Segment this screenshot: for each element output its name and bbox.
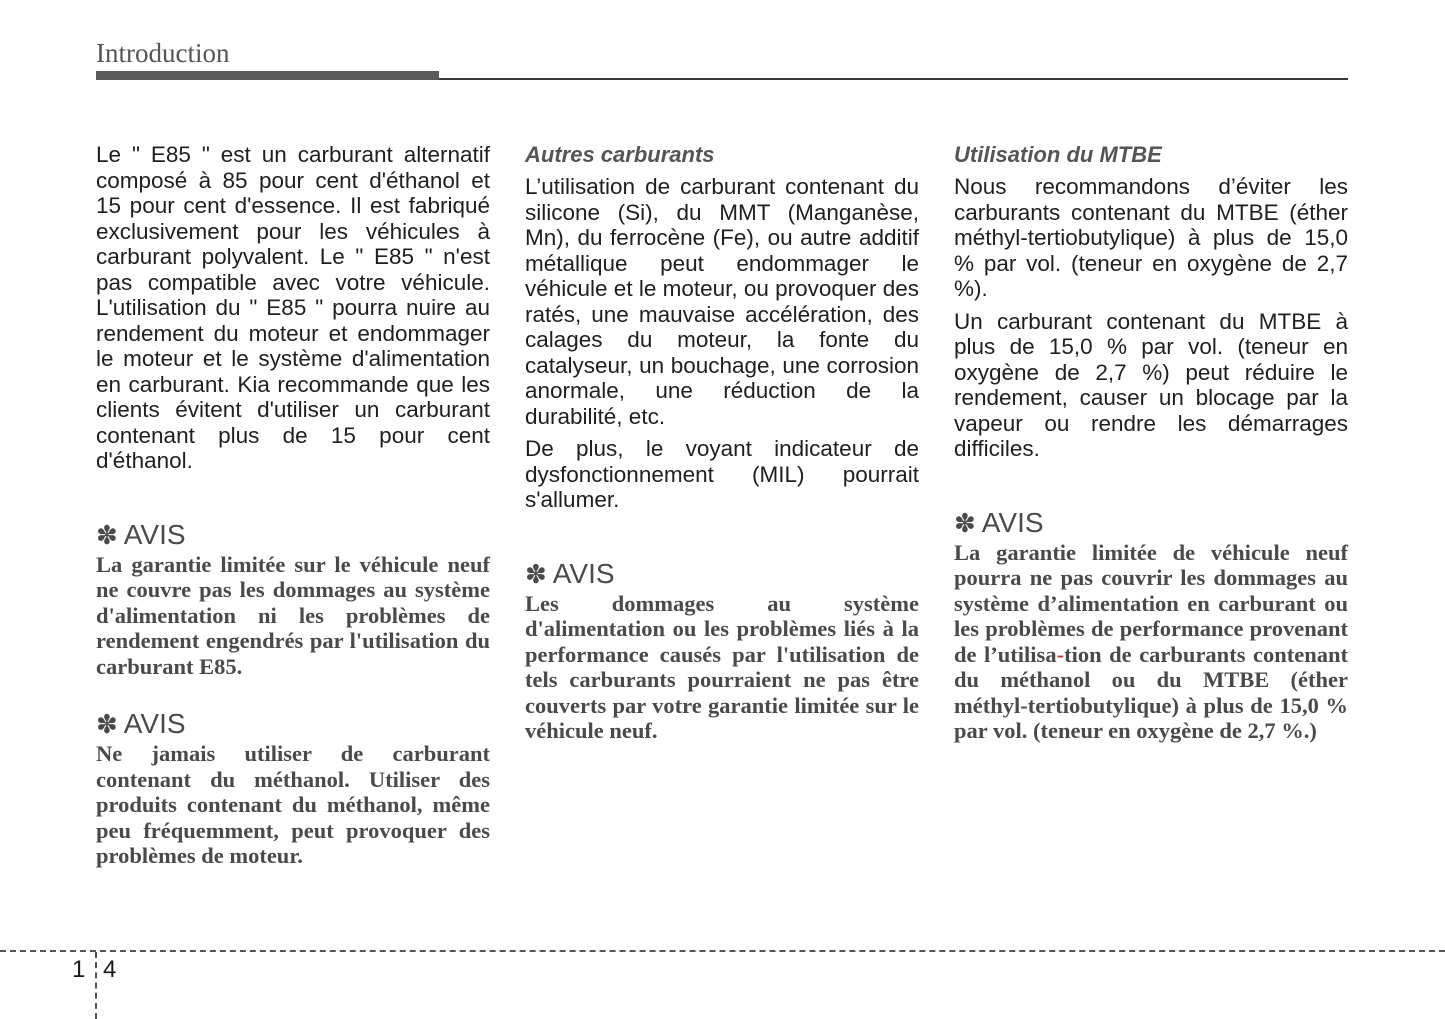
page-number: 4 (103, 956, 117, 983)
section-number: 1 (72, 956, 86, 983)
notice-methanol (96, 709, 490, 869)
notice-mtbe (954, 508, 1348, 744)
asterisk-icon: ✽ (525, 558, 547, 589)
mtbe-paragraph-2: Un carburant contenant du MTBE à plus de 15,0 % par vol. (teneur en oxygène de 2,7 %) peut réduire le rendement, causer un blocage par la vapeur ou rendre les démarrages difficiles. (954, 308, 1348, 461)
hyphen-mark: - (1056, 641, 1065, 667)
e85-paragraph: Le " E85 " est un carburant alternatif composé à 85 pour cent d'éthanol et 15 pour cent d'essence. Il est fabriqué exclusivement pour les véhicules à carburant polyvalent. Le " E85 " n'est pas compatible avec votre véhicule. L'utilisation du " E85 " pourra nuire au rendement du moteur et endommager le moteur et le système d'alimentation en carburant. Kia recommande que les clients évitent d'utiliser un carburant contenant plus de 15 pour cent d'éthanol. (96, 142, 490, 473)
asterisk-icon: ✽ (96, 709, 118, 739)
notice-title (96, 709, 490, 739)
notice-other-fuels (525, 559, 919, 744)
notice-title (525, 559, 919, 589)
page-title: Introduction (96, 38, 230, 68)
notice-e85 (96, 520, 490, 680)
section-heading: Utilisation du MTBE (954, 142, 1162, 167)
mtbe-paragraph-1: Nous recommandons d’éviter les carburants contenant du MTBE (éther méthyl-tertiobutylique) à plus de 15,0 % par vol. (teneur en oxygène de 2,7 %). (954, 174, 1348, 301)
other-fuels-paragraph: L’utilisation de carburant contenant du silicone (Si), du MMT (Manganèse, Mn), du ferrocène (Fe), ou autre additif métallique peut endommager le véhicule et le moteur, ou provoquer des ratés, une mauvaise accélération, des calages du moteur, la fonte du catalyseur, un bouchage, une corrosion anormale, une réduction de la durabilité, etc. (525, 174, 919, 429)
section-heading: Autres carburants (525, 142, 715, 167)
notice-text: La garantie limitée sur le véhicule neuf ne couvre pas les dommages au système d'alimentation ni les problèmes de rendement engendrés par l'utilisation du carburant E85. (96, 551, 490, 679)
notice-title-text: AVIS (123, 708, 186, 739)
notice-text (954, 540, 1348, 744)
notice-title-text: AVIS (123, 518, 186, 550)
notice-title (96, 520, 490, 550)
column-2 (525, 142, 919, 744)
footer-dashed-divider (95, 952, 97, 1019)
asterisk-icon: ✽ (96, 519, 118, 550)
notice-text-part: La garantie limitée de véhicule neuf pourra ne pas couvrir les dommages au système d’alimentation en carburant ou les problèmes de performance provenant de l’utilisa (954, 539, 1348, 667)
notice-text-part: tion de carburants contenant du méthanol ou du MTBE (éther méthyl-tertiobutylique) à plus de 15,0 % par vol. (teneur en oxygène de 2,7 %.) (954, 641, 1348, 743)
notice-title-text: AVIS (981, 506, 1044, 538)
notice-text: Les dommages au système d'alimentation ou les problèmes liés à la performance causés par l'utilisation de tels carburants pourraient ne pas être couverts par votre garantie limitée sur le véhicule neuf. (525, 590, 919, 743)
notice-title-text: AVIS (552, 557, 615, 589)
header-bar (96, 71, 439, 80)
column-3 (954, 142, 1348, 744)
header-rule (439, 78, 1348, 80)
footer-dashed-rule (0, 950, 1445, 952)
notice-text: Ne jamais utiliser de carburant contenant du méthanol. Utiliser des produits contenant du méthanol, même peu fréquemment, peut provoquer des problèmes de moteur. (96, 741, 490, 868)
asterisk-icon: ✽ (954, 507, 976, 538)
notice-title (954, 508, 1348, 538)
mil-paragraph: De plus, le voyant indicateur de dysfonctionnement (MIL) pourrait s'allumer. (525, 436, 919, 512)
column-1 (96, 142, 490, 869)
